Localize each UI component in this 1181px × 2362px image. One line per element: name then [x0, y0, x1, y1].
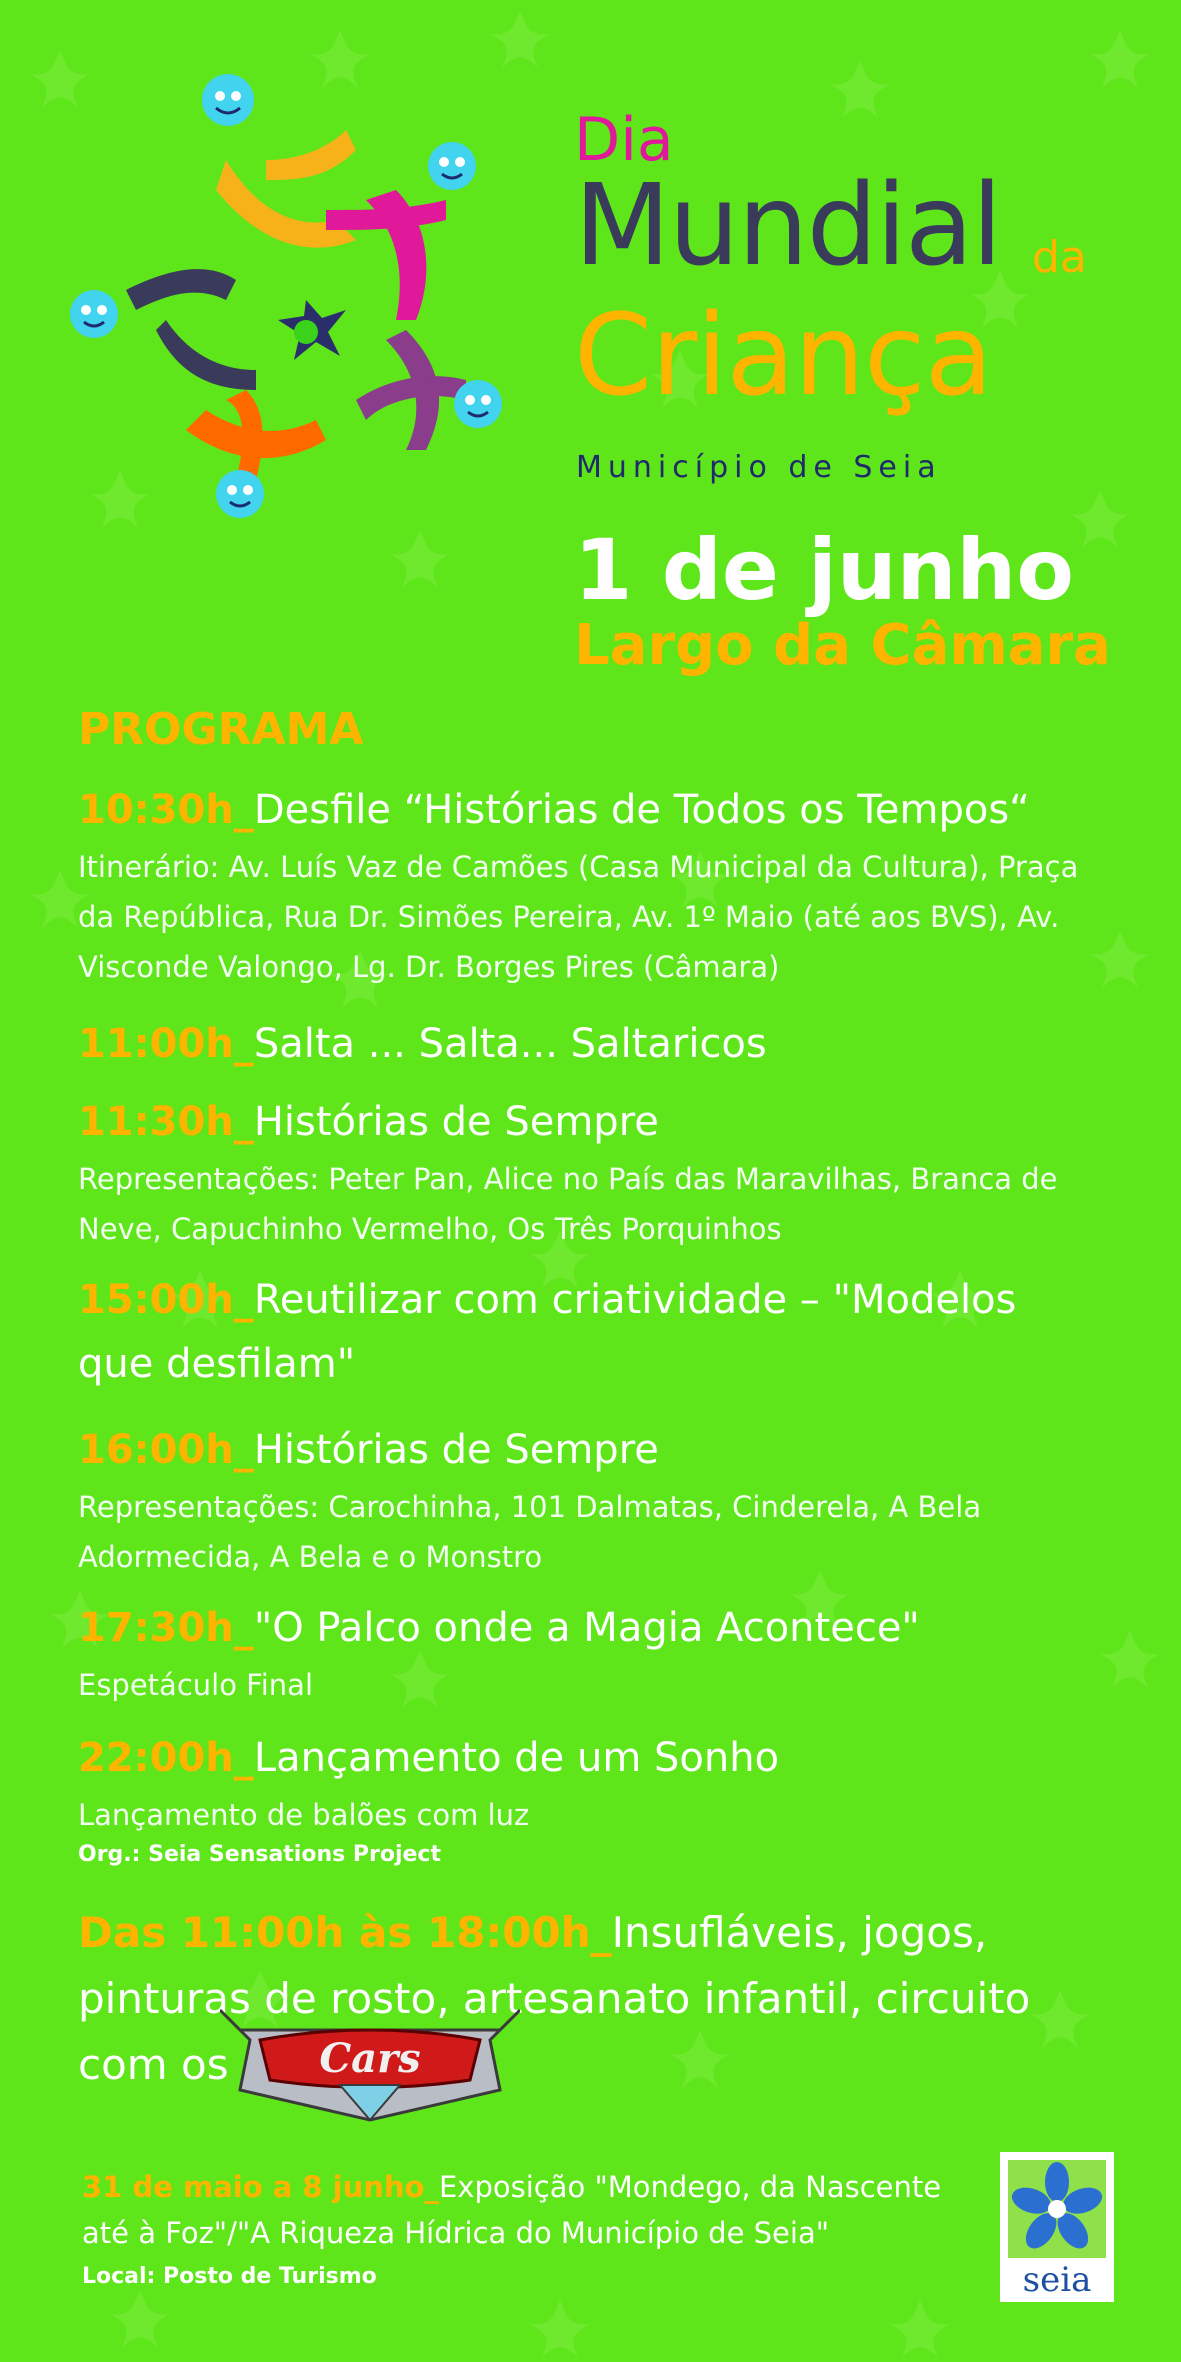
smiling-face-icon — [454, 380, 502, 428]
event-time: 16:00h_ — [78, 1427, 254, 1473]
event-organizer: Org.: Seia Sensations Project — [78, 1842, 441, 1867]
program-heading: PROGRAMA — [78, 704, 364, 755]
event-description: Representações: Carochinha, 101 Dalmatas, Cinderela, A Bela Adormecida, A Bela e o Monstro — [78, 1490, 982, 1574]
event-title: Desfile “Histórias de Todos os Tempos“ — [253, 787, 1030, 833]
program-event — [78, 778, 1098, 992]
title-crianca: Criança — [574, 291, 993, 421]
event-title: Reutilizar com criatividade – "Modelos que desfilam" — [78, 1277, 1017, 1387]
cars-logo-text: Cars — [319, 2035, 421, 2082]
smiling-face-icon — [70, 290, 118, 338]
event-description: Espetáculo Final — [78, 1668, 314, 1702]
title-dia: Dia — [574, 105, 674, 175]
seia-logo — [1000, 2152, 1114, 2302]
children-ring-logo — [66, 70, 506, 530]
event-description: Representações: Peter Pan, Alice no País das Maravilhas, Branca de Neve, Capuchinho Vermelho, Os Três Porquinhos — [78, 1162, 1058, 1246]
event-place: Largo da Câmara — [574, 613, 1111, 678]
event-time: 10:30h_ — [78, 787, 254, 833]
exhibition-location: Local: Posto de Turismo — [82, 2264, 377, 2289]
event-title: Lançamento de um Sonho — [253, 1735, 780, 1781]
exhibition-dates: 31 de maio a 8 junho_ — [82, 2170, 439, 2204]
cars-logo — [220, 1980, 520, 2130]
star-center-icon — [278, 300, 346, 360]
event-title: Salta ... Salta... Saltaricos — [253, 1021, 767, 1067]
event-date: 1 de junho — [574, 521, 1074, 619]
municipality-label: Município de Seia — [576, 450, 942, 485]
title-da: da — [1032, 232, 1087, 283]
event-time: 11:30h_ — [78, 1099, 254, 1145]
smiling-face-icon — [202, 74, 254, 126]
flower-icon — [1008, 2160, 1106, 2258]
seia-logo-label: seia — [1022, 2260, 1092, 2300]
smiling-face-icon — [216, 470, 264, 518]
event-time: 15:00h_ — [78, 1277, 254, 1323]
program-event — [78, 1726, 1098, 1870]
title-mundial: Mundial — [574, 161, 1001, 291]
program-event — [78, 1012, 1098, 1076]
child-dark-figure — [126, 269, 236, 310]
event-title: Histórias de Sempre — [253, 1099, 659, 1145]
event-time: 11:00h_ — [78, 1021, 254, 1067]
activities-text: Insufláveis, jogos, pinturas de rosto, artesanato infantil, circuito com os — [78, 1908, 1031, 2089]
exhibition — [82, 2164, 982, 2256]
activities-time: Das 11:00h às 18:00h_ — [78, 1908, 612, 1957]
program-event — [78, 1268, 1098, 1396]
program-event — [78, 1418, 1098, 1582]
exhibition-text: Exposição "Mondego, da Nascente até à Foz"/"A Riqueza Hídrica do Município de Seia" — [82, 2170, 942, 2250]
smiling-face-icon — [428, 142, 476, 190]
program-event — [78, 1596, 1098, 1710]
program-event — [78, 1090, 1098, 1254]
event-description: Itinerário: Av. Luís Vaz de Camões (Casa Municipal da Cultura), Praça da República, Rua Dr. Simões Pereira, Av. 1º Maio (até aos BVS), Av. Visconde Valongo, Lg. Dr. Borges Pires (Câmara) — [78, 850, 1079, 984]
event-time: 22:00h_ — [78, 1735, 254, 1781]
event-title: "O Palco onde a Magia Acontece" — [253, 1605, 920, 1651]
event-title: Histórias de Sempre — [253, 1427, 659, 1473]
event-description: Lançamento de balões com luz — [78, 1798, 530, 1832]
event-time: 17:30h_ — [78, 1605, 254, 1651]
